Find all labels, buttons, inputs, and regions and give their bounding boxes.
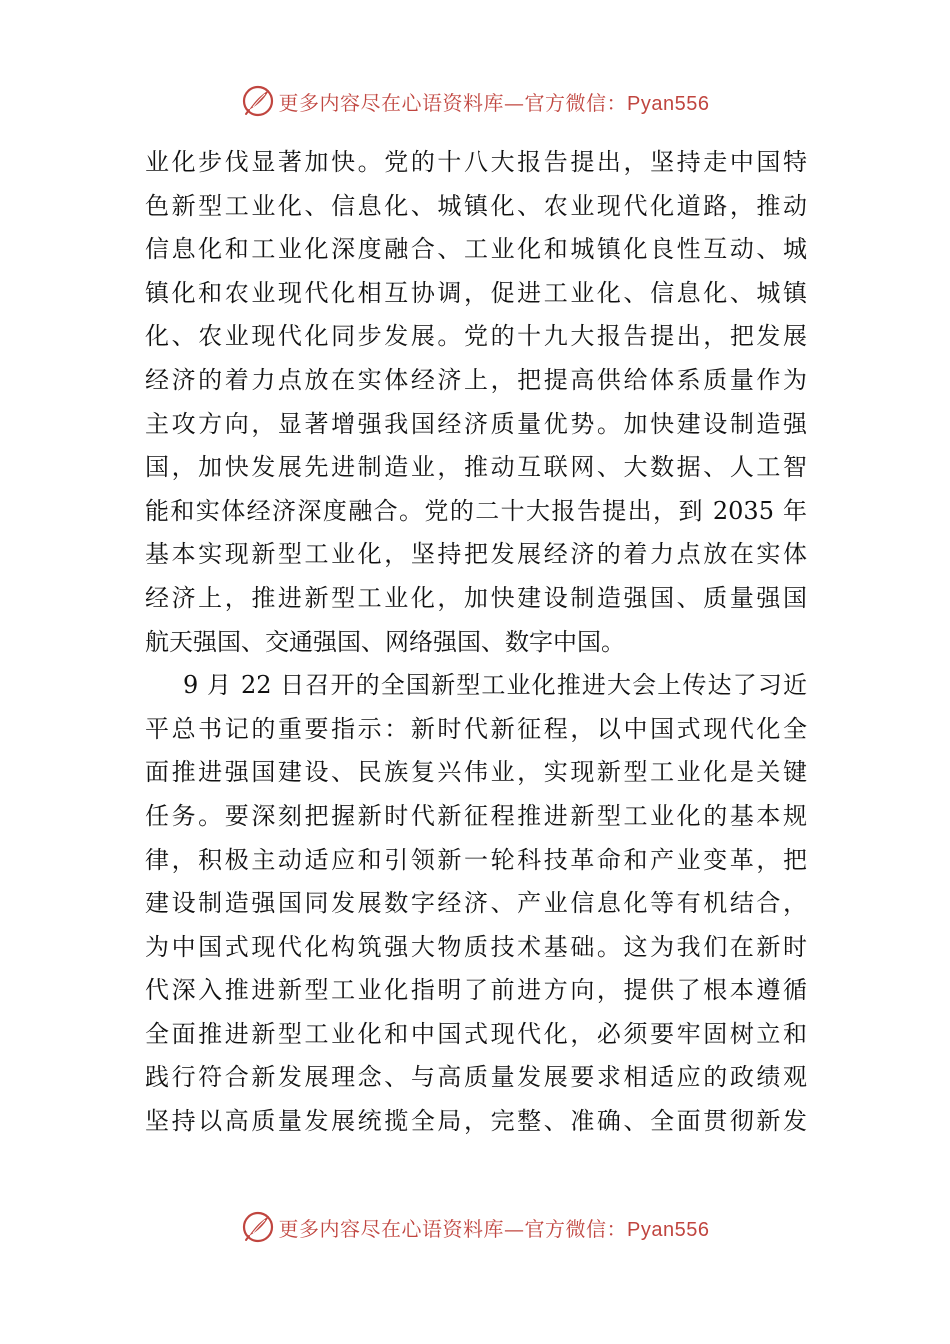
header-banner bbox=[0, 84, 950, 118]
text-line: 律，积极主动适应和引领新一轮科技革命和产业变革，把 bbox=[145, 845, 807, 874]
text-line: 主攻方向，显著增强我国经济质量优势。加快建设制造强 bbox=[145, 409, 807, 438]
header-banner-wechat-id: Pyan556 bbox=[627, 92, 710, 115]
text-line: 国，加快发展先进制造业，推动互联网、大数据、人工智 bbox=[145, 453, 807, 482]
quill-pen-logo-icon bbox=[241, 1210, 275, 1244]
text-line: 经济上，推进新型工业化，加快建设制造强国、质量强国 bbox=[145, 583, 807, 612]
text-line: 践行符合新发展理念、与高质量发展要求相适应的政绩观 bbox=[145, 1063, 807, 1092]
text-line: 坚持以高质量发展统揽全局，完整、准确、全面贯彻新发 bbox=[145, 1107, 807, 1136]
text-line: 为中国式现代化构筑强大物质技术基础。这为我们在新时 bbox=[145, 932, 807, 961]
text-line: 航天强国、交通强国、网络强国、数字中国。 bbox=[145, 627, 625, 656]
text-line: 经济的着力点放在实体经济上，把提高供给体系质量作为 bbox=[145, 365, 807, 394]
header-banner-text bbox=[279, 87, 710, 116]
text-line: 任务。要深刻把握新时代新征程推进新型工业化的基本规 bbox=[145, 801, 807, 830]
footer-banner-text bbox=[279, 1213, 710, 1242]
quill-pen-logo-icon bbox=[241, 84, 275, 118]
text-line: 色新型工业化、信息化、城镇化、农业现代化道路，推动 bbox=[145, 191, 807, 220]
text-line: 业化步伐显著加快。党的十八大报告提出，坚持走中国特 bbox=[145, 148, 807, 176]
text-line: 基本实现新型工业化，坚持把发展经济的着力点放在实体 bbox=[145, 540, 807, 569]
text-line: 信息化和工业化深度融合、工业化和城镇化良性互动、城 bbox=[145, 235, 807, 264]
footer-banner-wechat-id: Pyan556 bbox=[627, 1218, 710, 1241]
document-body bbox=[145, 141, 807, 1144]
text-line: 平总书记的重要指示：新时代新征程，以中国式现代化全 bbox=[145, 714, 807, 743]
text-line: 建设制造强国同发展数字经济、产业信息化等有机结合， bbox=[145, 889, 807, 918]
text-line: 代深入推进新型工业化指明了前进方向，提供了根本遵循 bbox=[145, 976, 807, 1005]
footer-banner-cn: 更多内容尽在心语资料库—官方微信： bbox=[278, 1216, 628, 1241]
paragraph-2 bbox=[145, 664, 807, 1144]
text-line: 化、农业现代化同步发展。党的十九大报告提出，把发展 bbox=[145, 322, 807, 351]
header-banner-cn: 更多内容尽在心语资料库—官方微信： bbox=[278, 90, 628, 115]
text-line: 9 月 22 日召开的全国新型工业化推进大会上传达了习近 bbox=[183, 671, 807, 700]
text-line: 全面推进新型工业化和中国式现代化，必须要牢固树立和 bbox=[145, 1019, 807, 1048]
text-line: 镇化和农业现代化相互协调，促进工业化、信息化、城镇 bbox=[145, 278, 807, 307]
footer-banner bbox=[0, 1210, 950, 1244]
text-line: 能和实体经济深度融合。党的二十大报告提出，到 2035 年 bbox=[145, 496, 807, 525]
paragraph-1 bbox=[145, 141, 807, 664]
text-line: 面推进强国建设、民族复兴伟业，实现新型工业化是关键 bbox=[145, 758, 807, 787]
